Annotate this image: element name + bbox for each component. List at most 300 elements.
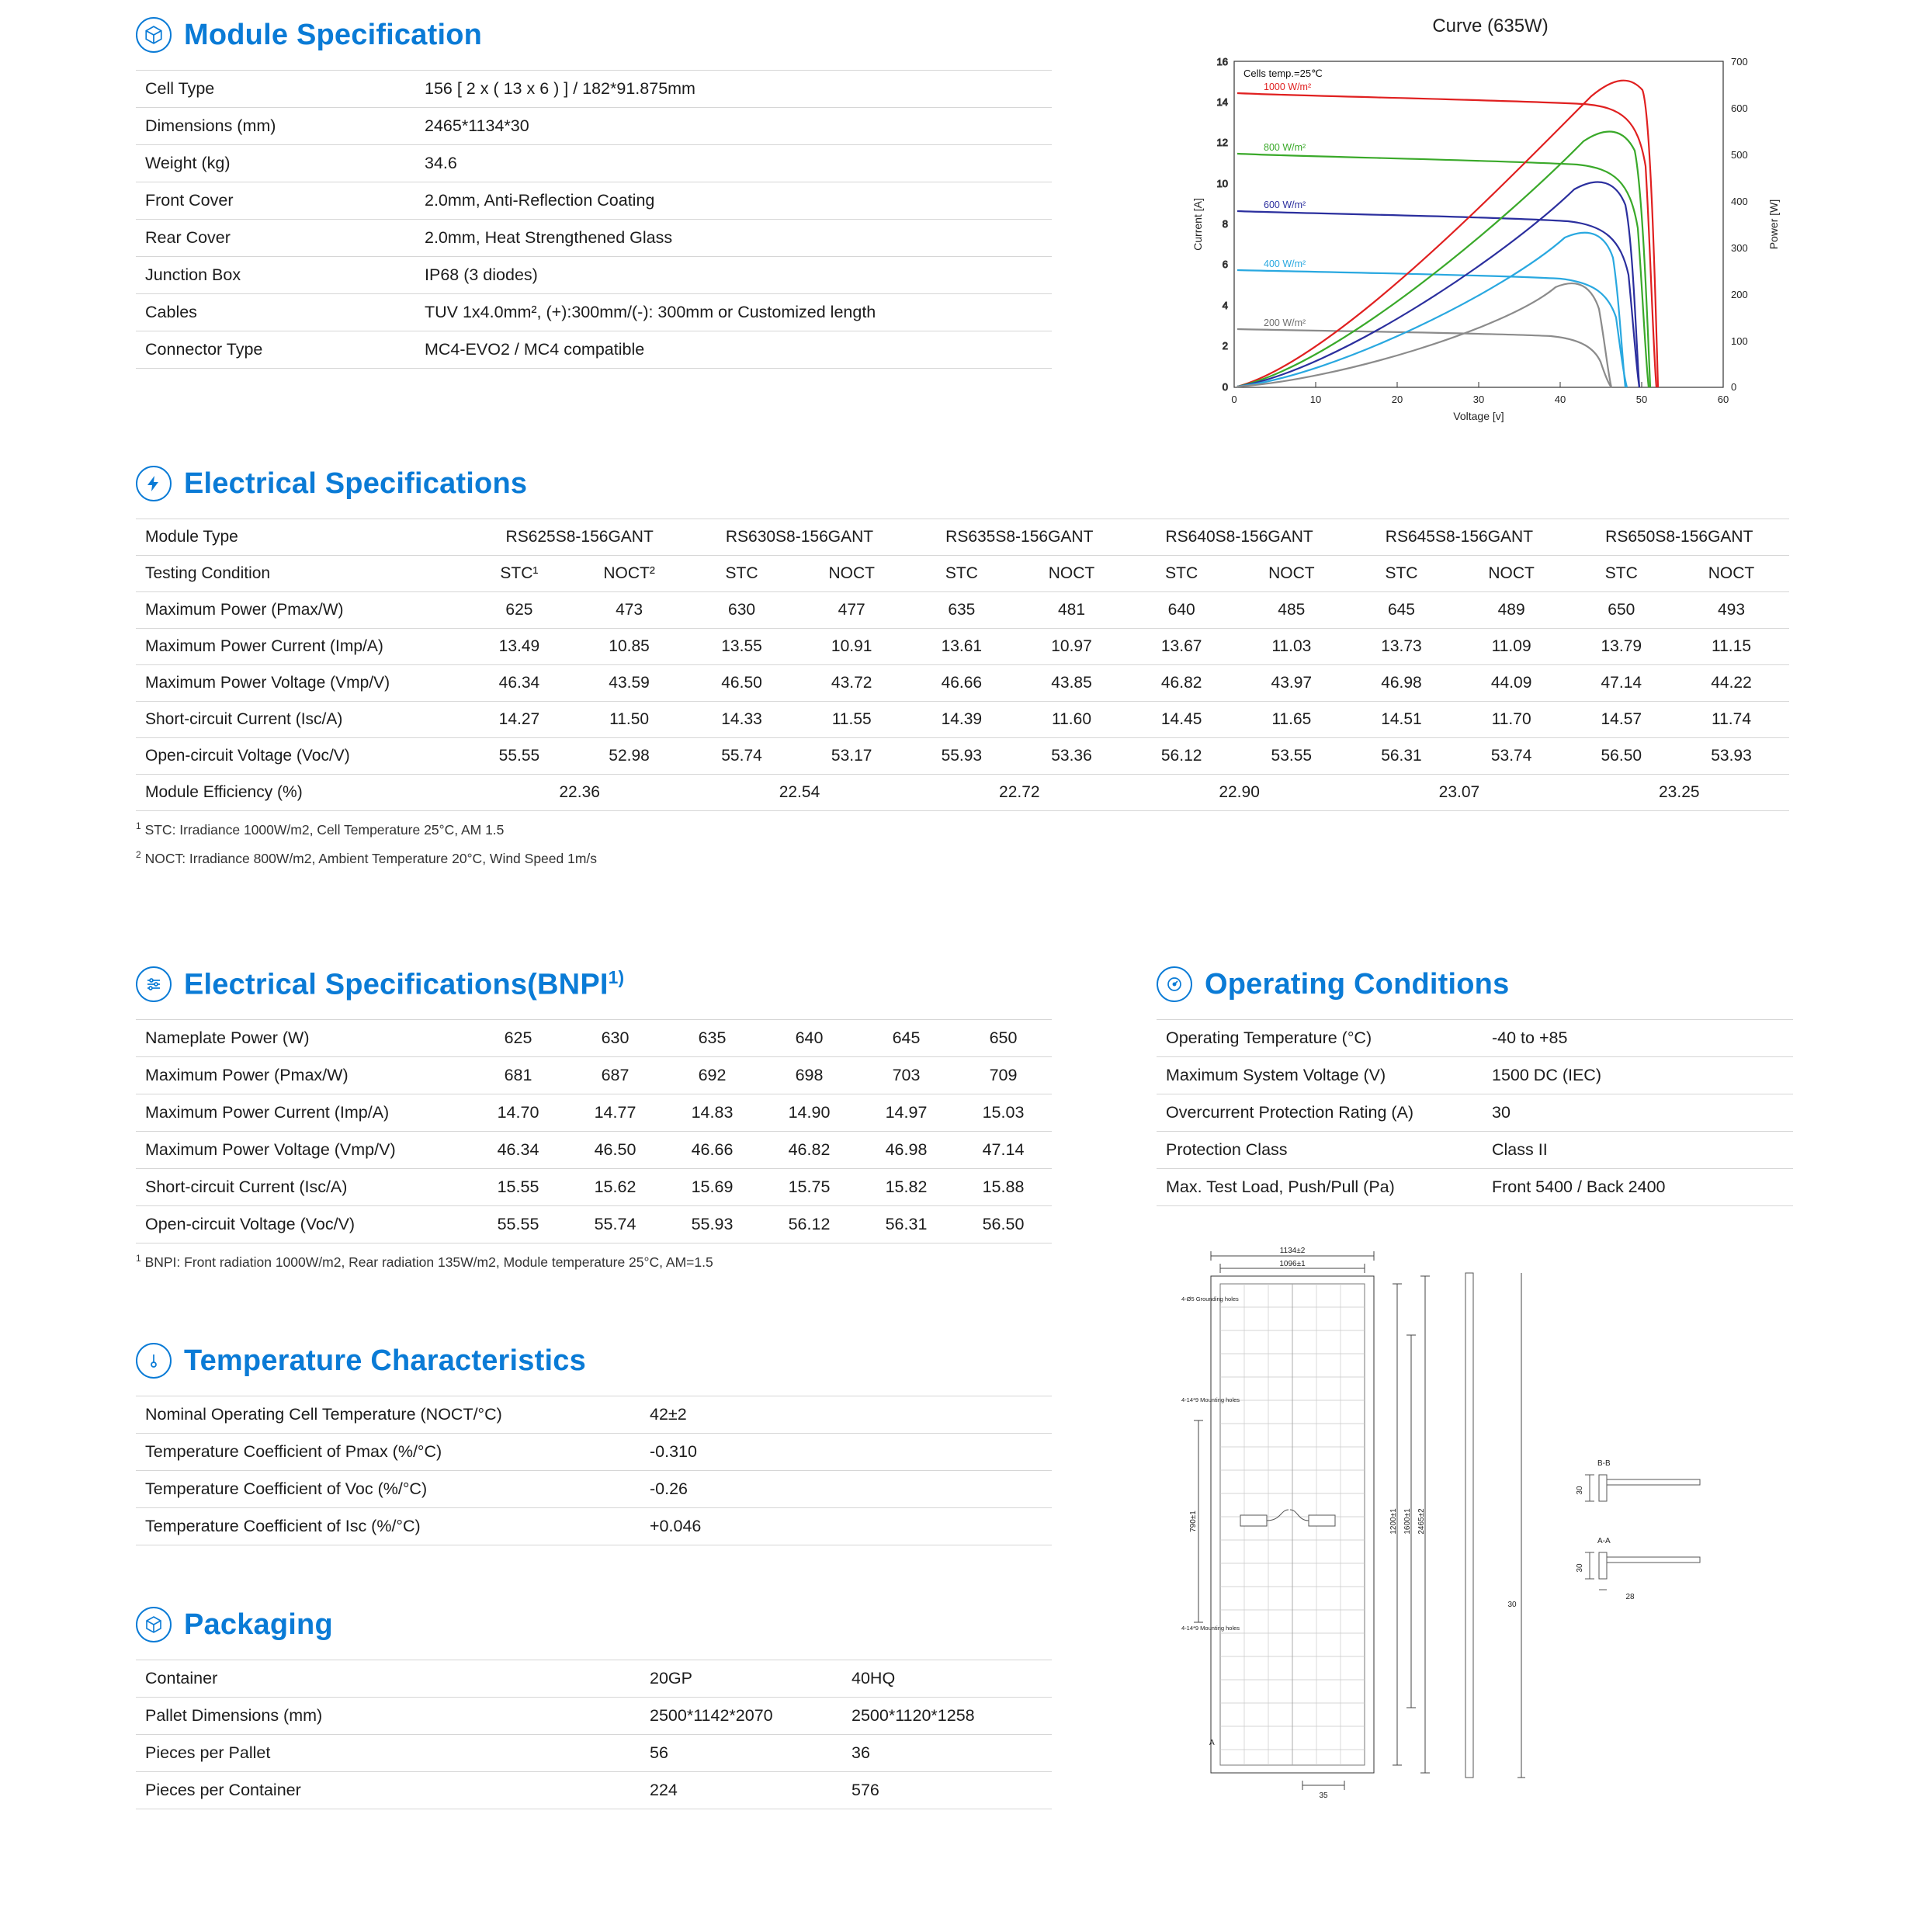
- table-row: [1157, 1094, 1793, 1132]
- cell: 14.45: [1129, 702, 1233, 738]
- chart-svg: [1180, 42, 1801, 446]
- table-row: [136, 1660, 1052, 1698]
- cell: 56.50: [955, 1206, 1052, 1243]
- label-mounting-holes-2: 4-14*9 Mounting holes: [1181, 1625, 1240, 1632]
- row-value: MC4-EVO2 / MC4 compatible: [415, 331, 1052, 369]
- table-row: [136, 738, 1789, 775]
- cell: 53.55: [1233, 738, 1349, 775]
- row-label: Temperature Coefficient of Isc (%/°C): [136, 1508, 640, 1545]
- table-row: [136, 1698, 1052, 1735]
- row-label: Cell Type: [136, 71, 415, 108]
- table-row: [136, 71, 1052, 108]
- row-value: -40 to +85: [1483, 1020, 1793, 1057]
- cell: 640: [1129, 592, 1233, 629]
- y2tick-200: 200: [1731, 289, 1748, 300]
- row-label: Maximum Power (Pmax/W): [136, 1057, 470, 1094]
- chart-title: Curve (635W): [1432, 16, 1549, 36]
- row-label: Connector Type: [136, 331, 415, 369]
- cell: 47.14: [1569, 665, 1674, 702]
- row-label: Maximum Power Current (Imp/A): [136, 1094, 470, 1132]
- cell: 43.97: [1233, 665, 1349, 702]
- cell: 15.03: [955, 1094, 1052, 1132]
- row-label: Maximum Power Voltage (Vmp/V): [136, 1132, 470, 1169]
- table-row: [136, 556, 1789, 592]
- cell: 22.72: [910, 775, 1129, 811]
- row-label: Open-circuit Voltage (Voc/V): [136, 738, 470, 775]
- table-row: [136, 665, 1789, 702]
- cell: 14.33: [689, 702, 793, 738]
- row-label: Temperature Coefficient of Voc (%/°C): [136, 1471, 640, 1508]
- row-label: Maximum Power (Pmax/W): [136, 592, 470, 629]
- thermometer-icon: [136, 1343, 172, 1379]
- y2tick-300: 300: [1731, 242, 1748, 254]
- cell: 22.36: [470, 775, 689, 811]
- row-label: Module Type: [136, 519, 470, 556]
- electrical-note-2: $^2$ NOCT: Irradiance 800W/m2, Ambient Temperature 20°C, Wind Speed 1m/s: [136, 849, 598, 866]
- module-type-1: RS630S8-156GANT: [689, 519, 909, 556]
- ytick-16: 16: [1216, 56, 1228, 68]
- cell: 15.88: [955, 1169, 1052, 1206]
- cell: 681: [470, 1057, 567, 1094]
- cell: 46.34: [470, 1132, 567, 1169]
- table-row: [136, 1508, 1052, 1545]
- row-value: Front 5400 / Back 2400: [1483, 1169, 1793, 1206]
- row-value-20gp: 2500*1142*2070: [640, 1698, 842, 1735]
- table-row: [136, 1132, 1052, 1169]
- table-row: [136, 629, 1789, 665]
- row-label: Operating Temperature (°C): [1157, 1020, 1483, 1057]
- xtick-10: 10: [1309, 394, 1322, 405]
- cell: 11.65: [1233, 702, 1349, 738]
- chart-annotation: Cells temp.=25℃: [1243, 68, 1323, 79]
- row-label: Short-circuit Current (Isc/A): [136, 702, 470, 738]
- row-label: Pallet Dimensions (mm): [136, 1698, 640, 1735]
- module-specification-section: [136, 17, 1052, 369]
- legend-1000: 1000 W/m²: [1264, 82, 1312, 92]
- cell: 493: [1674, 592, 1789, 629]
- row-label: Container: [136, 1660, 640, 1698]
- dim-30-aa: 30: [1576, 1563, 1584, 1573]
- packaging-header: [136, 1607, 1052, 1642]
- row-label: Temperature Coefficient of Pmax (%/°C): [136, 1434, 640, 1471]
- iv-curve-chart: [1180, 16, 1801, 450]
- cell: 11.74: [1674, 702, 1789, 738]
- operating-conditions-table: [1157, 1019, 1793, 1206]
- temperature-characteristics-header: [136, 1343, 1052, 1379]
- row-value: -0.26: [640, 1471, 1052, 1508]
- cell: 43.72: [794, 665, 910, 702]
- dim-1200: 1200±1: [1389, 1508, 1398, 1535]
- y2tick-600: 600: [1731, 102, 1748, 114]
- note-1-text: STC: Irradiance 1000W/m2, Cell Temperature 25°C, AM 1.5: [144, 821, 505, 838]
- cell: 14.90: [761, 1094, 858, 1132]
- chart-y2label: Power [W]: [1767, 199, 1780, 250]
- cell: 11.15: [1674, 629, 1789, 665]
- cell: 698: [761, 1057, 858, 1094]
- cell: 477: [794, 592, 910, 629]
- table-row: [136, 592, 1789, 629]
- row-label: Nameplate Power (W): [136, 1020, 470, 1057]
- module-specification-title: Module Specification: [184, 18, 483, 51]
- cell: 645: [1349, 592, 1453, 629]
- row-value: 30: [1483, 1094, 1793, 1132]
- ytick-2: 2: [1222, 340, 1228, 352]
- cell: 640: [761, 1020, 858, 1057]
- bnpi-note-text: BNPI: Front radiation 1000W/m2, Rear radiation 135W/m2, Module temperature 25°C, AM=1.5: [144, 1254, 713, 1270]
- table-row: [136, 1471, 1052, 1508]
- cell: 46.66: [910, 665, 1014, 702]
- cell: 10.91: [794, 629, 910, 665]
- row-label: Maximum Power Current (Imp/A): [136, 629, 470, 665]
- cell: 481: [1014, 592, 1129, 629]
- table-row: [136, 1094, 1052, 1132]
- cell: 10.97: [1014, 629, 1129, 665]
- cell: 56.12: [1129, 738, 1233, 775]
- row-label: Open-circuit Voltage (Voc/V): [136, 1206, 470, 1243]
- row-label: Weight (kg): [136, 145, 415, 182]
- table-row: [136, 1434, 1052, 1471]
- cell: 46.98: [858, 1132, 955, 1169]
- row-value-40hq: 36: [842, 1735, 1052, 1772]
- module-type-4: RS645S8-156GANT: [1349, 519, 1569, 556]
- cell: 650: [955, 1020, 1052, 1057]
- cell: 46.98: [1349, 665, 1453, 702]
- bnpi-title: [184, 967, 624, 1002]
- temperature-characteristics-section: [136, 1343, 1052, 1545]
- cell: 44.09: [1454, 665, 1569, 702]
- row-label: Testing Condition: [136, 556, 470, 592]
- xtick-20: 20: [1391, 394, 1403, 405]
- packaging-section: [136, 1607, 1052, 1809]
- row-value: 2.0mm, Anti-Reflection Coating: [415, 182, 1052, 220]
- cell: 630: [567, 1020, 664, 1057]
- module-type-3: RS640S8-156GANT: [1129, 519, 1349, 556]
- bnpi-section: [136, 966, 1052, 1272]
- temperature-characteristics-title: Temperature Characteristics: [184, 1344, 586, 1377]
- cell: 55.93: [664, 1206, 761, 1243]
- legend-400: 400 W/m²: [1264, 258, 1306, 269]
- cell: 473: [569, 592, 689, 629]
- row-value-20gp: 56: [640, 1735, 842, 1772]
- row-label: Front Cover: [136, 182, 415, 220]
- row-label: Junction Box: [136, 257, 415, 294]
- temperature-characteristics-table: [136, 1396, 1052, 1545]
- bnpi-title-sup: 1): [608, 966, 625, 987]
- cell: 52.98: [569, 738, 689, 775]
- electrical-note-1: $^1$ STC: Irradiance 1000W/m2, Cell Temperature 25°C, AM 1.5: [136, 820, 505, 838]
- bnpi-header: [136, 966, 1052, 1002]
- cell: 11.09: [1454, 629, 1569, 665]
- cell: 53.17: [794, 738, 910, 775]
- cube-icon: [136, 17, 172, 53]
- dim-2465: 2465±2: [1417, 1508, 1426, 1535]
- row-value: 1500 DC (IEC): [1483, 1057, 1793, 1094]
- ytick-14: 14: [1216, 96, 1228, 108]
- cell: 709: [955, 1057, 1052, 1094]
- row-value-40hq: 2500*1120*1258: [842, 1698, 1052, 1735]
- cell: 14.97: [858, 1094, 955, 1132]
- cell: 46.82: [1129, 665, 1233, 702]
- cell: 635: [664, 1020, 761, 1057]
- row-label: Nominal Operating Cell Temperature (NOCT/°C): [136, 1396, 640, 1434]
- dim-1600: 1600±1: [1403, 1508, 1412, 1535]
- electrical-specifications-section: [136, 466, 1789, 869]
- ytick-12: 12: [1216, 137, 1228, 148]
- row-value: 2.0mm, Heat Strengthened Glass: [415, 220, 1052, 257]
- cell: 53.93: [1674, 738, 1789, 775]
- row-value-40hq: 40HQ: [842, 1660, 1052, 1698]
- row-label: Short-circuit Current (Isc/A): [136, 1169, 470, 1206]
- cell: 13.49: [470, 629, 569, 665]
- cell: 43.85: [1014, 665, 1129, 702]
- table-row: [136, 220, 1052, 257]
- ytick-4: 4: [1222, 300, 1228, 311]
- drawing-svg: [1164, 1242, 1809, 1816]
- table-row: [136, 1020, 1052, 1057]
- cell: 56.31: [1349, 738, 1453, 775]
- cell: 11.60: [1014, 702, 1129, 738]
- row-value-40hq: 576: [842, 1772, 1052, 1809]
- row-value: IP68 (3 diodes): [415, 257, 1052, 294]
- cell: 13.67: [1129, 629, 1233, 665]
- y2tick-0: 0: [1731, 381, 1737, 393]
- cell: 14.70: [470, 1094, 567, 1132]
- cell: 23.07: [1349, 775, 1569, 811]
- row-value-20gp: 224: [640, 1772, 842, 1809]
- dim-width-inner: 1096±1: [1279, 1260, 1306, 1268]
- table-row: [136, 257, 1052, 294]
- cell: 14.77: [567, 1094, 664, 1132]
- condition-11: NOCT: [1674, 556, 1789, 592]
- condition-9: NOCT: [1454, 556, 1569, 592]
- module-type-5: RS650S8-156GANT: [1569, 519, 1789, 556]
- sliders-icon: [136, 966, 172, 1002]
- cell: 47.14: [955, 1132, 1052, 1169]
- cell: 56.50: [1569, 738, 1674, 775]
- ytick-6: 6: [1222, 258, 1228, 270]
- module-specification-table: [136, 70, 1052, 369]
- table-row: [136, 1735, 1052, 1772]
- dim-30-bb: 30: [1576, 1486, 1584, 1495]
- row-label: Pieces per Container: [136, 1772, 640, 1809]
- row-label: Protection Class: [1157, 1132, 1483, 1169]
- row-label: Maximum System Voltage (V): [1157, 1057, 1483, 1094]
- condition-6: STC: [1129, 556, 1233, 592]
- y2tick-100: 100: [1731, 335, 1748, 347]
- xtick-30: 30: [1472, 394, 1485, 405]
- legend-800: 800 W/m²: [1264, 142, 1306, 153]
- table-row: [136, 1169, 1052, 1206]
- xtick-60: 60: [1717, 394, 1729, 405]
- row-value: 2465*1134*30: [415, 108, 1052, 145]
- cell: 13.55: [689, 629, 793, 665]
- ytick-8: 8: [1222, 218, 1228, 230]
- table-row: [1157, 1169, 1793, 1206]
- cell: 625: [470, 1020, 567, 1057]
- table-row: [136, 702, 1789, 738]
- cell: 13.79: [1569, 629, 1674, 665]
- cell: 15.55: [470, 1169, 567, 1206]
- cell: 14.83: [664, 1094, 761, 1132]
- cell: 13.73: [1349, 629, 1453, 665]
- cell: 46.34: [470, 665, 569, 702]
- operating-conditions-title: Operating Conditions: [1205, 967, 1510, 1001]
- section-bb-label: B-B: [1597, 1459, 1611, 1468]
- operating-conditions-header: [1157, 966, 1793, 1002]
- row-value: -0.310: [640, 1434, 1052, 1471]
- cell: 650: [1569, 592, 1674, 629]
- cell: 46.66: [664, 1132, 761, 1169]
- cell: 55.93: [910, 738, 1014, 775]
- table-row: [136, 519, 1789, 556]
- row-label: Rear Cover: [136, 220, 415, 257]
- cell: 11.55: [794, 702, 910, 738]
- condition-4: STC: [910, 556, 1014, 592]
- cell: 15.69: [664, 1169, 761, 1206]
- packaging-title: Packaging: [184, 1608, 333, 1641]
- y2tick-700: 700: [1731, 56, 1748, 68]
- dim-30-side: 30: [1507, 1601, 1517, 1609]
- table-row: [136, 1057, 1052, 1094]
- cell: 11.03: [1233, 629, 1349, 665]
- cell: 625: [470, 592, 569, 629]
- module-type-0: RS625S8-156GANT: [470, 519, 689, 556]
- dim-28: 28: [1625, 1593, 1635, 1601]
- dim-width-outer: 1134±2: [1279, 1247, 1306, 1255]
- row-label: Max. Test Load, Push/Pull (Pa): [1157, 1169, 1483, 1206]
- cell: 14.27: [470, 702, 569, 738]
- row-label: Module Efficiency (%): [136, 775, 470, 811]
- table-row: [136, 1206, 1052, 1243]
- note-2-text: NOCT: Irradiance 800W/m2, Ambient Temperature 20°C, Wind Speed 1m/s: [144, 850, 598, 866]
- cell: 14.57: [1569, 702, 1674, 738]
- operating-conditions-section: [1157, 966, 1793, 1206]
- table-row: [136, 1396, 1052, 1434]
- cell: 44.22: [1674, 665, 1789, 702]
- condition-1: NOCT²: [569, 556, 689, 592]
- row-label: Maximum Power Voltage (Vmp/V): [136, 665, 470, 702]
- bnpi-note: $^1$ BNPI: Front radiation 1000W/m2, Rear radiation 135W/m2, Module temperature 25°C, AM=1.5: [136, 1253, 713, 1270]
- condition-8: STC: [1349, 556, 1453, 592]
- dim-bottom: 35: [1319, 1792, 1328, 1800]
- row-value-20gp: 20GP: [640, 1660, 842, 1698]
- cell: 56.31: [858, 1206, 955, 1243]
- cell: 11.50: [569, 702, 689, 738]
- cell: 53.74: [1454, 738, 1569, 775]
- cell: 22.54: [689, 775, 909, 811]
- bnpi-table: [136, 1019, 1052, 1243]
- xtick-50: 50: [1635, 394, 1648, 405]
- table-row: [1157, 1132, 1793, 1169]
- marker-a: A: [1209, 1739, 1215, 1747]
- table-row: [1157, 1057, 1793, 1094]
- row-label: Overcurrent Protection Rating (A): [1157, 1094, 1483, 1132]
- cell: 13.61: [910, 629, 1014, 665]
- mechanical-drawing: [1164, 1242, 1809, 1816]
- electrical-specifications-title: Electrical Specifications: [184, 467, 528, 500]
- box-icon: [136, 1607, 172, 1642]
- cell: 11.70: [1454, 702, 1569, 738]
- electrical-specifications-table: [136, 519, 1789, 811]
- dim-790: 790±1: [1189, 1511, 1198, 1532]
- row-value: Class II: [1483, 1132, 1793, 1169]
- section-aa-label: A-A: [1597, 1537, 1611, 1545]
- row-value: +0.046: [640, 1508, 1052, 1545]
- cell: 485: [1233, 592, 1349, 629]
- cell: 14.39: [910, 702, 1014, 738]
- table-row: [1157, 1020, 1793, 1057]
- table-row: [136, 294, 1052, 331]
- table-row: [136, 331, 1052, 369]
- y2tick-500: 500: [1731, 149, 1748, 161]
- cell: 46.50: [689, 665, 793, 702]
- chart-xlabel: Voltage [v]: [1453, 410, 1504, 422]
- gauge-icon: [1157, 966, 1192, 1002]
- cell: 645: [858, 1020, 955, 1057]
- xtick-0: 0: [1231, 394, 1237, 405]
- cell: 22.90: [1129, 775, 1349, 811]
- condition-7: NOCT: [1233, 556, 1349, 592]
- bolt-icon: [136, 466, 172, 501]
- table-row: [136, 108, 1052, 145]
- cell: 46.50: [567, 1132, 664, 1169]
- ytick-0: 0: [1222, 381, 1228, 393]
- cell: 46.82: [761, 1132, 858, 1169]
- cell: 43.59: [569, 665, 689, 702]
- table-row: [136, 775, 1789, 811]
- cell: 15.75: [761, 1169, 858, 1206]
- module-type-2: RS635S8-156GANT: [910, 519, 1129, 556]
- label-mounting-holes-1: 4-14*9 Mounting holes: [1181, 1396, 1240, 1403]
- cell: 489: [1454, 592, 1569, 629]
- condition-2: STC: [689, 556, 793, 592]
- cell: 692: [664, 1057, 761, 1094]
- cell: 53.36: [1014, 738, 1129, 775]
- cell: 23.25: [1569, 775, 1789, 811]
- y2tick-400: 400: [1731, 196, 1748, 207]
- xtick-40: 40: [1554, 394, 1566, 405]
- electrical-specifications-header: [136, 466, 1789, 501]
- condition-0: STC¹: [470, 556, 569, 592]
- row-label: Pieces per Pallet: [136, 1735, 640, 1772]
- label-grounding-holes: 4-Ø5 Grounding holes: [1181, 1296, 1239, 1302]
- packaging-table: [136, 1660, 1052, 1809]
- row-label: Cables: [136, 294, 415, 331]
- table-row: [136, 145, 1052, 182]
- table-row: [136, 182, 1052, 220]
- cell: 55.55: [470, 738, 569, 775]
- chart-ylabel: Current [A]: [1191, 198, 1204, 251]
- row-value: TUV 1x4.0mm², (+):300mm/(-): 300mm or Customized length: [415, 294, 1052, 331]
- row-value: 156 [ 2 x ( 13 x 6 ) ] / 182*91.875mm: [415, 71, 1052, 108]
- cell: 635: [910, 592, 1014, 629]
- bnpi-title-text: Electrical Specifications(BNPI: [184, 968, 609, 1001]
- row-label: Dimensions (mm): [136, 108, 415, 145]
- cell: 630: [689, 592, 793, 629]
- condition-10: STC: [1569, 556, 1674, 592]
- cell: 55.74: [689, 738, 793, 775]
- table-row: [136, 1772, 1052, 1809]
- cell: 15.62: [567, 1169, 664, 1206]
- cell: 703: [858, 1057, 955, 1094]
- condition-5: NOCT: [1014, 556, 1129, 592]
- ytick-10: 10: [1216, 178, 1228, 189]
- cell: 10.85: [569, 629, 689, 665]
- cell: 14.51: [1349, 702, 1453, 738]
- cell: 15.82: [858, 1169, 955, 1206]
- cell: 56.12: [761, 1206, 858, 1243]
- condition-3: NOCT: [794, 556, 910, 592]
